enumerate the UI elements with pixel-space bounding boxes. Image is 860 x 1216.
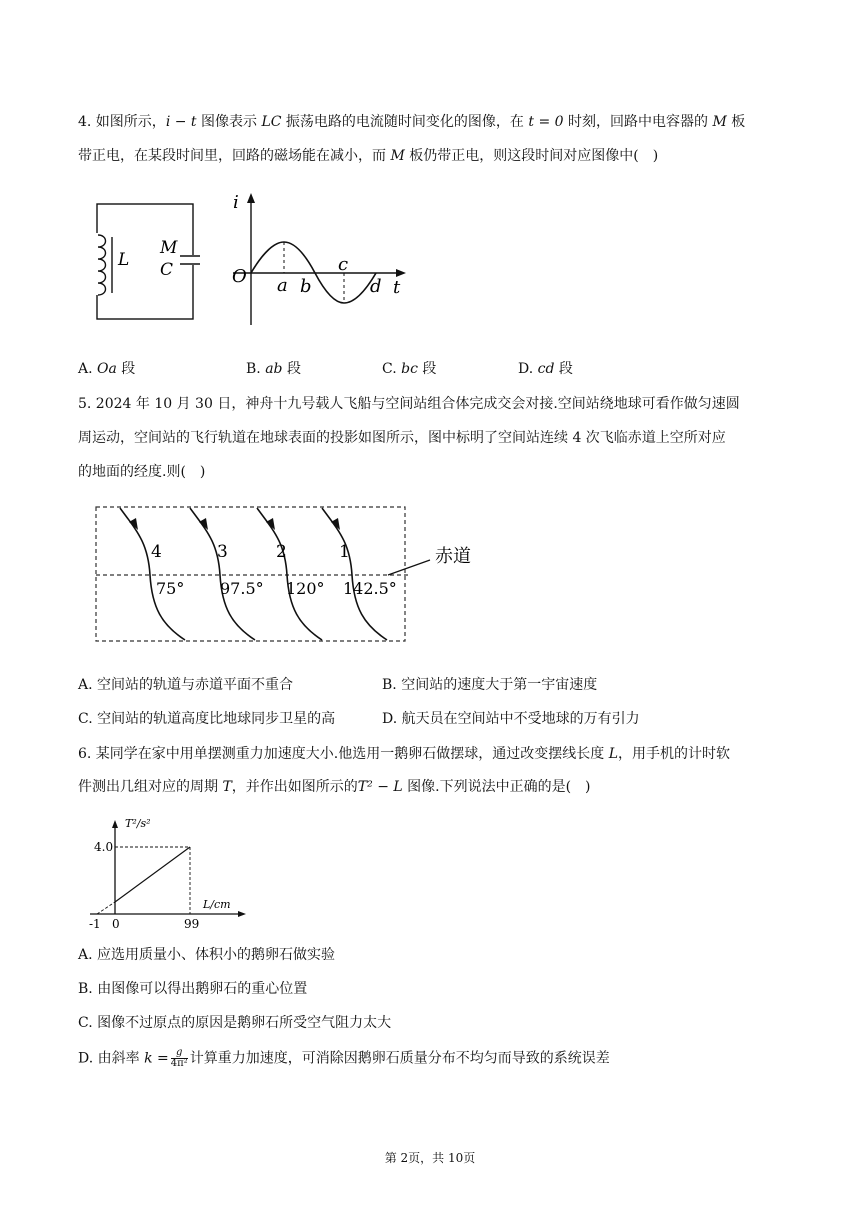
q4-option-d: D. cd 段 (518, 361, 573, 377)
q6-stem-line1: 6. 某同学在家中用单摆测重力加速度大小.他选用一鹅卵石做摆球，通过改变摆线长度 L，用手机的计时软 (78, 746, 731, 762)
q5-stem-line1: 5. 2024 年 10 月 30 日，神舟十九号载人飞船与空间站组合体完成交会对接.空间站绕地球可看作做匀速圆 (78, 396, 740, 412)
q4-point-d: d (370, 276, 382, 297)
q6-option-b: B. 由图像可以得出鹅卵石的重心位置 (78, 981, 308, 997)
q6-x-tick-99: 99 (184, 917, 200, 931)
q6-slope-fraction: $\frac{g}{\text{4π²}}$ (170, 1047, 188, 1069)
q4-stem-line2: 带正电，在某段时间里，回路的磁场能在减小，而 M 板仍带正电，则这段时间对应图像中( ) (78, 148, 659, 164)
q4-point-c: c (338, 254, 349, 275)
q6-x-tick-minus1: -1 (89, 917, 101, 931)
q5-option-d: D. 航天员在空间站中不受地球的万有引力 (382, 711, 640, 727)
q5-stem-line3: 的地面的经度.则( ) (78, 464, 206, 480)
q5-equator-label: 赤道 (435, 546, 471, 567)
q4-origin-O: O (232, 266, 247, 287)
q5-option-a: A. 空间站的轨道与赤道平面不重合 (78, 677, 294, 693)
q4-current-time-graph (228, 190, 413, 330)
q6-x-tick-0: 0 (112, 917, 120, 931)
q6-option-d: D. 由斜率 k = $\frac{g}{\text{4π²}}$ 计算重力加速度，可消除因鹅卵石质量分布不均匀而导致的系统误差 (78, 1047, 610, 1069)
page-footer: 第 2页，共 10页 (384, 1151, 476, 1165)
q6-option-c: C. 图像不过原点的原因是鹅卵石所受空气阻力太大 (78, 1015, 392, 1031)
q6-t2-l-graph (85, 812, 250, 932)
q6-y-axis-label: T²/s² (125, 817, 151, 830)
q5-option-b: B. 空间站的速度大于第一宇宙速度 (382, 677, 598, 693)
q5-pass-number-3: 3 (217, 542, 228, 562)
q6-stem-line2: 件测出几组对应的周期 T，并作出如图所示的T² − L 图像.下列说法中正确的是( ) (78, 779, 591, 795)
q4-axis-t: t (393, 277, 401, 298)
q5-longitude-142-5: 142.5° (343, 579, 397, 598)
q4-option-c: C. bc 段 (382, 361, 437, 377)
q4-point-a: a (277, 275, 288, 296)
q5-stem-line2: 周运动，空间站的飞行轨道在地球表面的投影如图所示，图中标明了空间站连续 4 次飞临赤道上空所对应 (78, 430, 726, 446)
q5-pass-number-1: 1 (339, 542, 350, 562)
q5-pass-number-4: 4 (151, 542, 162, 562)
q4-lc-circuit-figure (90, 195, 205, 325)
q4-axis-i: i (233, 192, 239, 213)
q4-option-a: A. Oa 段 (78, 361, 136, 377)
q6-option-a: A. 应选用质量小、体积小的鹅卵石做实验 (78, 947, 336, 963)
q4-point-b: b (300, 276, 312, 297)
q6-x-axis-label: L/cm (203, 898, 231, 911)
q5-orbit-projection-figure (90, 500, 510, 650)
q4-label-L: L (118, 250, 130, 270)
q5-longitude-75: 75° (156, 579, 185, 598)
q4-option-b: B. ab 段 (246, 361, 301, 377)
q5-option-c: C. 空间站的轨道高度比地球同步卫星的高 (78, 711, 336, 727)
q5-longitude-120: 120° (286, 579, 325, 598)
q4-stem-line1: 4. 如图所示，i − t 图像表示 LC 振荡电路的电流随时间变化的图像，在 t = 0 时刻，回路中电容器的 M 板 (78, 114, 746, 130)
q6-y-tick-4: 4.0 (94, 840, 114, 854)
q5-pass-number-2: 2 (276, 542, 287, 562)
q5-longitude-97-5: 97.5° (220, 579, 264, 598)
q4-label-C: C (160, 260, 174, 280)
q4-label-M: M (160, 238, 178, 258)
